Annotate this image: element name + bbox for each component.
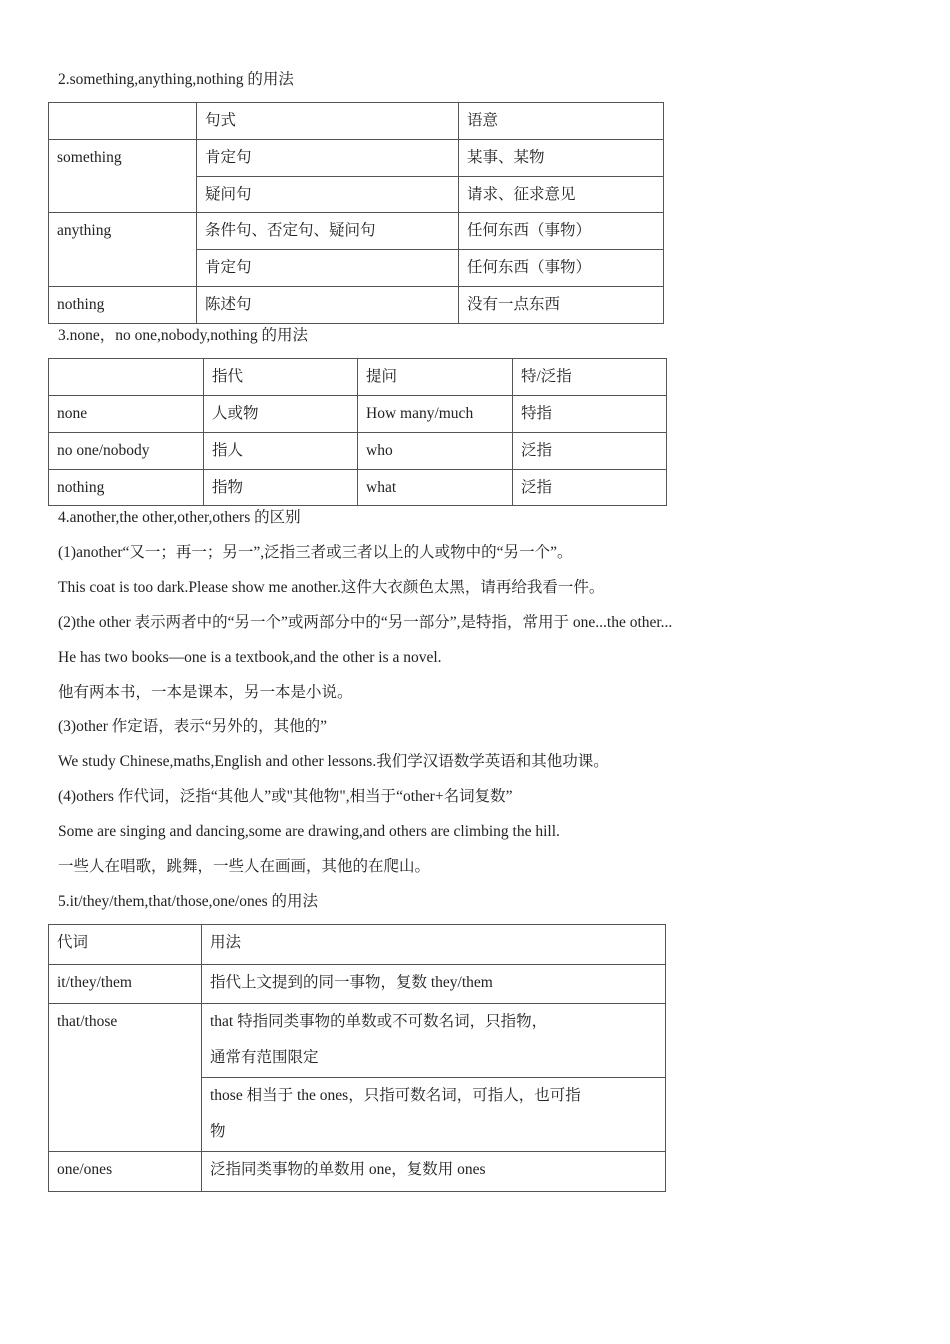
table-header-row [49, 925, 666, 965]
specificity-cell: 泛指 [513, 470, 667, 506]
header-cell: 语意 [459, 103, 664, 140]
paragraph-line: We study Chinese,maths,English and other lessons.我们学汉语数学英语和其他功课。 [58, 753, 609, 770]
meaning-cell: 任何东西（事物） [459, 213, 664, 250]
paragraph-line: 一些人在唱歌，跳舞，一些人在画画，其他的在爬山。 [58, 858, 431, 875]
word-cell: something [49, 140, 197, 213]
section-heading-pronouns: 5.it/they/them,that/those,one/ones 的用法 [58, 893, 319, 910]
header-cell: 代词 [49, 925, 202, 965]
refers-cell: 指人 [204, 433, 358, 470]
meaning-cell: 请求、征求意见 [459, 177, 664, 213]
word-cell: nothing [49, 287, 197, 324]
table-pronouns [48, 924, 666, 1192]
meaning-cell: 没有一点东西 [459, 287, 664, 324]
question-cell: How many/much [358, 396, 513, 433]
question-cell: who [358, 433, 513, 470]
word-cell: one/ones [49, 1152, 202, 1192]
refers-cell: 指物 [204, 470, 358, 506]
word-cell: nothing [49, 470, 204, 506]
usage-line: 通常有范围限定 [210, 1049, 319, 1066]
table-row [49, 1152, 666, 1192]
header-cell [49, 359, 204, 396]
paragraph-line: (3)other 作定语，表示“另外的，其他的” [58, 718, 328, 735]
word-cell: no one/nobody [49, 433, 204, 470]
question-cell: what [358, 470, 513, 506]
usage-cell: 泛指同类事物的单数用 one，复数用 ones [202, 1152, 666, 1192]
specificity-cell: 泛指 [513, 433, 667, 470]
table-header-row [49, 359, 667, 396]
table-row [49, 1004, 666, 1078]
header-cell: 指代 [204, 359, 358, 396]
table-row [49, 287, 664, 324]
meaning-cell: 某事、某物 [459, 140, 664, 177]
form-cell: 陈述句 [197, 287, 459, 324]
table-row [49, 396, 667, 433]
header-cell: 特/泛指 [513, 359, 667, 396]
section-heading-none-noone-nobody-nothing: 3.none，no one,nobody,nothing 的用法 [58, 327, 308, 344]
header-cell [49, 103, 197, 140]
paragraph-line: Some are singing and dancing,some are drawing,and others are climbing the hill. [58, 823, 560, 840]
word-cell: anything [49, 213, 197, 287]
word-cell: it/they/them [49, 965, 202, 1004]
paragraph-line: He has two books—one is a textbook,and the other is a novel. [58, 649, 442, 666]
table-none-noone-nobody-nothing [48, 358, 667, 506]
word-cell: that/those [49, 1004, 202, 1152]
paragraph-line: (2)the other 表示两者中的“另一个”或两部分中的“另一部分”,是特指，常用于 one...the other... [58, 614, 673, 631]
specificity-cell: 特指 [513, 396, 667, 433]
usage-line: 物 [210, 1123, 226, 1140]
meaning-cell: 任何东西（事物） [459, 250, 664, 287]
form-cell: 肯定句 [197, 250, 459, 287]
refers-cell: 人或物 [204, 396, 358, 433]
table-row [49, 213, 664, 250]
usage-cell [202, 1004, 666, 1078]
table-row [49, 433, 667, 470]
header-cell: 句式 [197, 103, 459, 140]
paragraph-line: This coat is too dark.Please show me another.这件大衣颜色太黑，请再给我看一件。 [58, 579, 605, 596]
form-cell: 条件句、否定句、疑问句 [197, 213, 459, 250]
table-row [49, 965, 666, 1004]
header-cell: 提问 [358, 359, 513, 396]
paragraph-line: 他有两本书，一本是课本，另一本是小说。 [58, 684, 353, 701]
word-cell: none [49, 396, 204, 433]
table-row [49, 140, 664, 177]
usage-cell [202, 1078, 666, 1152]
section-heading-another-other: 4.another,the other,other,others 的区别 [58, 509, 301, 526]
paragraph-line: (1)another“又一；再一；另一”,泛指三者或三者以上的人或物中的“另一个”。 [58, 544, 573, 561]
table-header-row [49, 103, 664, 140]
header-cell: 用法 [202, 925, 666, 965]
section-heading-something-anything-nothing: 2.something,anything,nothing 的用法 [58, 71, 294, 88]
usage-cell: 指代上文提到的同一事物，复数 they/them [202, 965, 666, 1004]
form-cell: 肯定句 [197, 140, 459, 177]
form-cell: 疑问句 [197, 177, 459, 213]
paragraph-line: (4)others 作代词，泛指“其他人”或"其他物",相当于“other+名词复数” [58, 788, 513, 805]
usage-line: those 相当于 the ones，只指可数名词，可指人，也可指 [210, 1087, 581, 1104]
table-something-anything-nothing [48, 102, 664, 324]
table-row [49, 470, 667, 506]
usage-line: that 特指同类事物的单数或不可数名词，只指物， [210, 1013, 548, 1030]
